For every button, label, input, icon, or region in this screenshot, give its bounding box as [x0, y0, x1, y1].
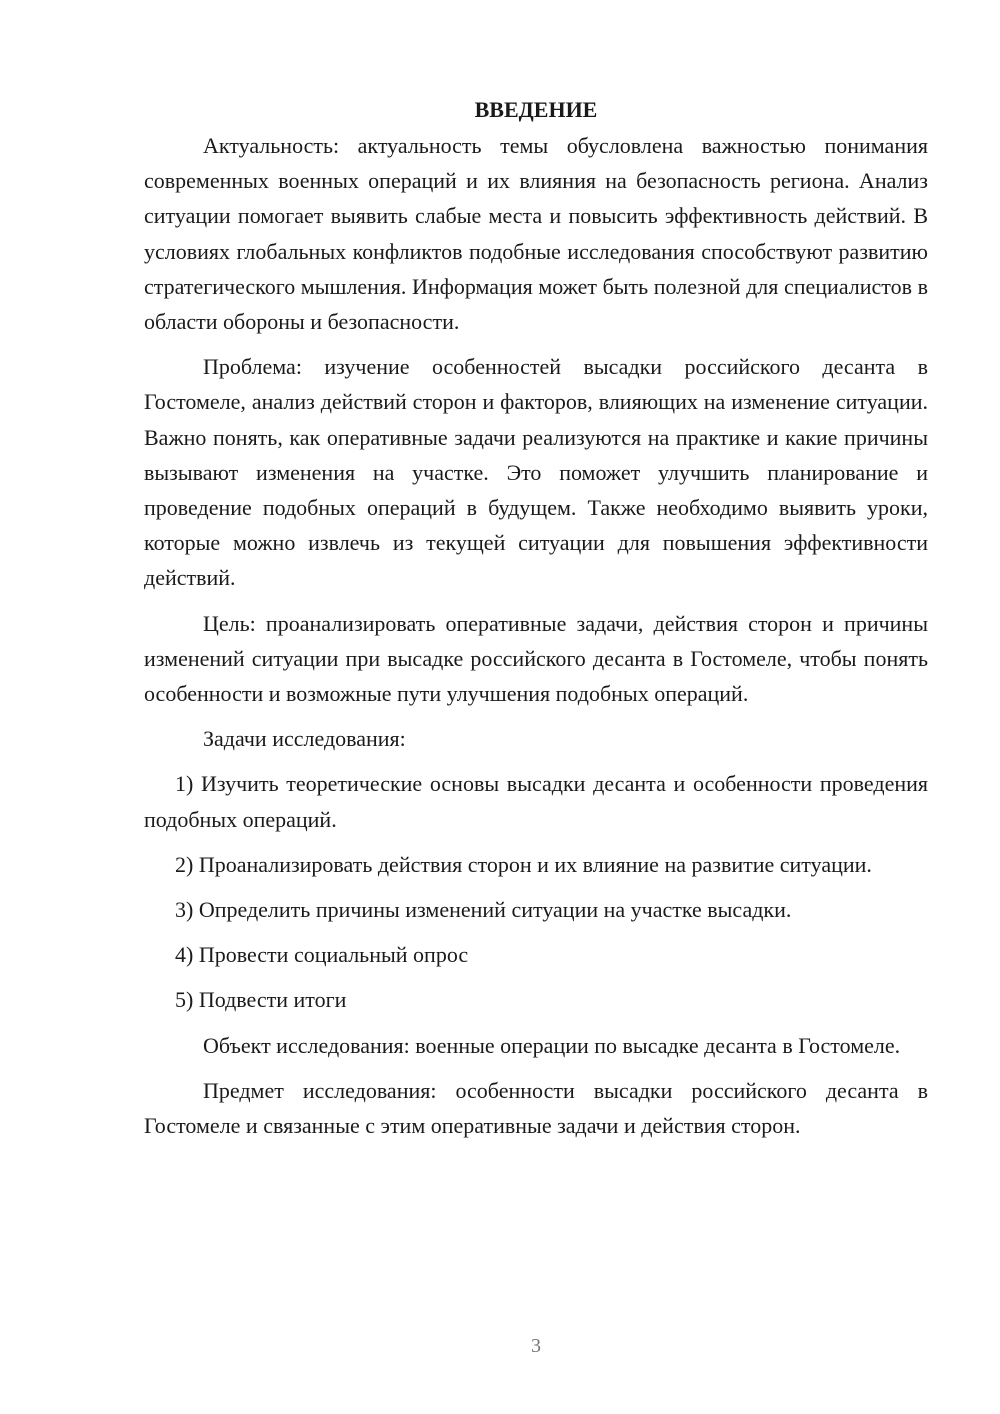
paragraph-relevance: Актуальность: актуальность темы обусловлена важностью понимания современных военных операций и их влияния на безопасность региона. Анализ ситуации помогает выявить слабые места и повысить эффективность действий. В условиях глобальных конфликтов подобные исследования способствуют развитию стратегического мышления. Информация может быть полезной для специалистов в области обороны и безопасности. [144, 133, 928, 335]
task-item: 1) Изучить теоретические основы высадки десанта и особенности проведения подобных операций. [144, 771, 928, 832]
task-item: 3) Определить причины изменений ситуации на участке высадки. [175, 897, 792, 923]
paragraph-goal: Цель: проанализировать оперативные задачи, действия сторон и причины изменений ситуации при высадке российского десанта в Гостомеле, чтобы понять особенности и возможные пути улучшения подобных операций. [144, 610, 928, 707]
page-number: 3 [531, 1335, 541, 1357]
page-content [144, 92, 928, 1143]
task-item: 5) Подвести итоги [175, 987, 347, 1013]
task-item: 4) Провести социальный опрос [175, 942, 469, 968]
paragraph-problem: Проблема: изучение особенностей высадки российского десанта в Гостомеле, анализ действий сторон и факторов, влияющих на изменение ситуации. Важно понять, как оперативные задачи реализуются на практике и какие причины вызывают изменения на участке. Это поможет улучшить планирование и проведение подобных операций в будущем. Также необходимо выявить уроки, которые можно извлечь из текущей ситуации для повышения эффективности действий. [144, 354, 928, 591]
paragraph-object: Объект исследования: военные операции по высадке десанта в Гостомеле. [203, 1032, 901, 1058]
task-item: 2) Проанализировать действия сторон и их влияние на развитие ситуации. [175, 851, 872, 877]
paragraph-subject: Предмет исследования: особенности высадки российского десанта в Гостомеле и связанные с этим оперативные задачи и действия сторон. [144, 1077, 928, 1139]
section-title: ВВЕДЕНИЕ [474, 97, 598, 122]
paragraph-tasks-heading: Задачи исследования: [203, 726, 406, 752]
